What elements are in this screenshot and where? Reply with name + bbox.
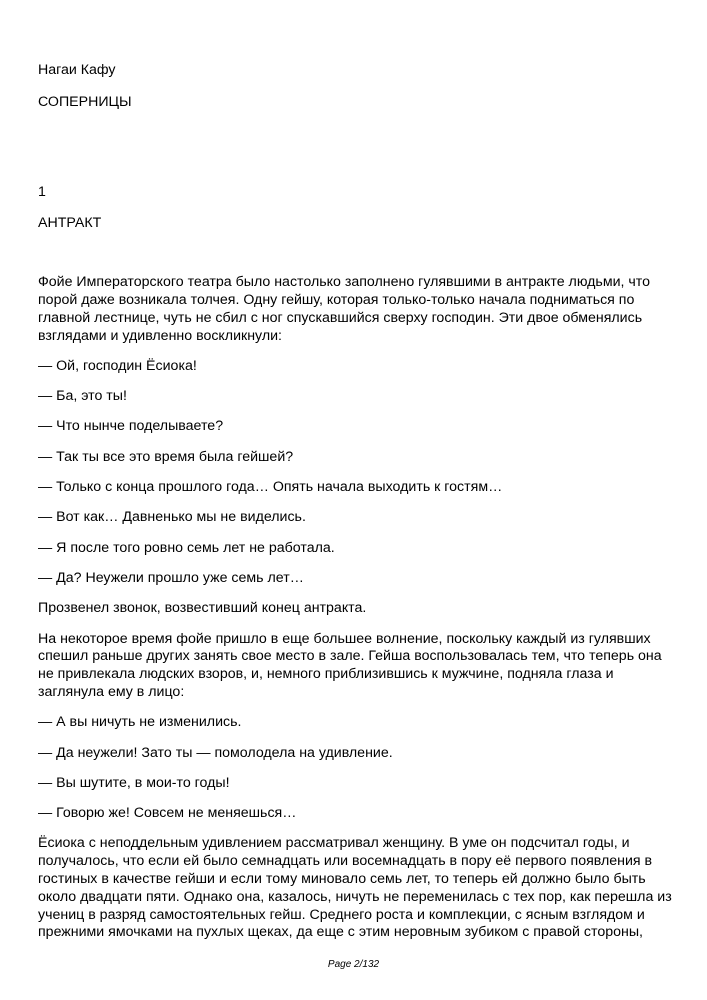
- paragraph: — Что нынче поделываете?: [38, 418, 224, 435]
- paragraph: — Я после того ровно семь лет не работала.: [38, 539, 335, 556]
- paragraph: — Только с конца прошлого года… Опять начала выходить к гостям…: [38, 479, 503, 496]
- author-name: Нагаи Кафу: [38, 62, 116, 78]
- paragraph: На некоторое время фойе пришло в еще большее волнение, поскольку каждый из гулявших спешил раньше других занять свое место в зале. Гейша воспользовалась тем, что теперь она не привлекала людских взоров, и, немного приблизившись к мужчине, подняла глаза и заглянула ему в лицо:: [38, 630, 662, 700]
- chapter-title: АНТРАКТ: [38, 215, 102, 232]
- chapter-number: 1: [38, 183, 46, 200]
- paragraph: — Да неужели! Зато ты — помолодела на удивление.: [38, 744, 393, 761]
- paragraph: — Говорю же! Совсем не меняешься…: [38, 805, 297, 822]
- paragraph: — Так ты все это время была гейшей?: [38, 448, 294, 465]
- paragraph: — Ой, господин Ёсиока!: [38, 357, 197, 374]
- paragraph: Прозвенел звонок, возвестивший конец антракта.: [38, 600, 367, 617]
- body-text: [38, 274, 678, 942]
- paragraph: — Ба, это ты!: [38, 388, 127, 405]
- document-page: [38, 62, 678, 955]
- page-number: Page 2/132: [327, 959, 380, 970]
- paragraph: — А вы ничуть не изменились.: [38, 714, 242, 731]
- book-title: СОПЕРНИЦЫ: [38, 93, 132, 110]
- paragraph: Фойе Императорского театра было настолько заполнено гулявшими в антракте людьми, что порой даже возникала толчея. Одну гейшу, которая только-только начала подниматься по главной лестнице, чуть не сбил с ног спускавшийся сверху господин. Эти двое обменялись взглядами и удивленно воскликнули:: [38, 274, 651, 344]
- paragraph: — Вы шутите, в мои-то годы!: [38, 774, 230, 791]
- paragraph: — Вот как… Давненько мы не виделись.: [38, 509, 306, 526]
- paragraph: Ёсиока с неподдельным удивлением рассматривал женщину. В уме он подсчитал годы, и получалось, что если ей было семнадцать или восемнадцать в пору её первого появления в гостиных в качестве гейши и если тому миновало семь лет, то теперь ей должно было быть около двадцати пяти. Однако она, казалось, ничуть не переменилась с тех пор, как перешла из учениц в разряд самостоятельных гейш. Среднего роста и комплекции, с ясным взглядом и прежними ямочками на пухлых щеках, да еще с этим неровным зубиком с правой стороны,: [38, 835, 672, 941]
- paragraph: — Да? Неужели прошло уже семь лет…: [38, 569, 304, 586]
